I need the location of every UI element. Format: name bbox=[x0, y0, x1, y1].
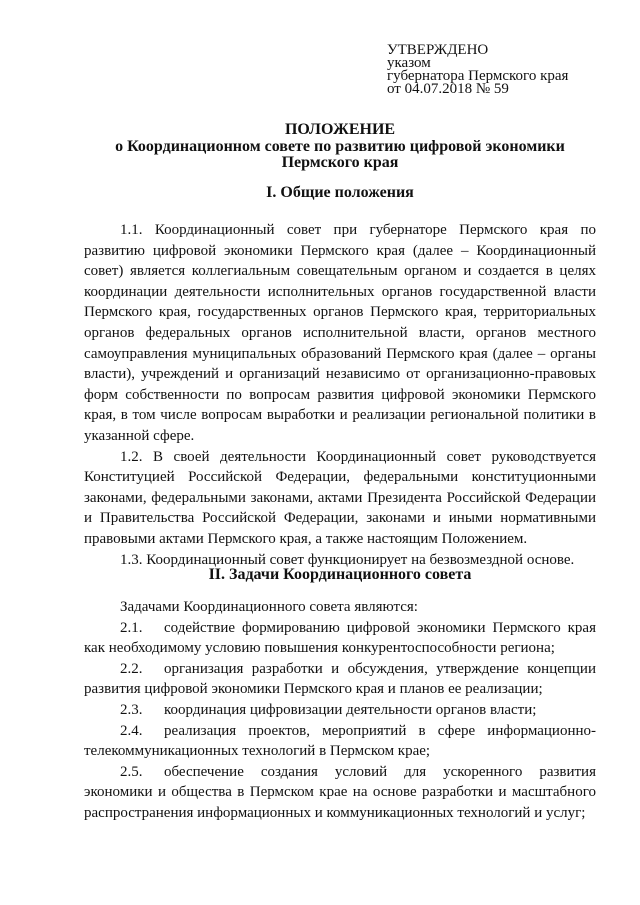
task-item-number: 2.1. bbox=[120, 619, 143, 636]
task-item-text: реализация проектов, мероприятий в сфере информационно-телекоммуникационных технологий в Пермском крае; bbox=[84, 722, 596, 760]
task-item bbox=[84, 721, 596, 762]
task-item-text: обеспечение создания условий для ускоренного развития экономики и общества в Пермском крае на основе разработки и масштабного распространения информационных и коммуникационных технологий и услуг; bbox=[84, 763, 596, 821]
section-heading-general: I. Общие положения bbox=[266, 184, 414, 201]
document-title-block bbox=[100, 121, 580, 171]
document-subtitle-line1: о Координационном совете по развитию цифровой экономики bbox=[115, 138, 565, 155]
approval-line-by-decree: указом bbox=[387, 55, 431, 71]
approval-line-date: от 04.07.2018 № 59 bbox=[387, 81, 509, 97]
task-item bbox=[84, 659, 596, 700]
section-heading-tasks: II. Задачи Координационного совета bbox=[208, 566, 472, 583]
task-item-text: организация разработки и обсуждения, утверждение концепции развития цифровой экономики Пермского края и планов ее реализации; bbox=[84, 660, 596, 698]
approval-line-governor: губернатора Пермского края bbox=[387, 68, 569, 84]
task-item-number: 2.4. bbox=[120, 722, 143, 739]
task-item-number: 2.5. bbox=[120, 763, 143, 780]
document-title: ПОЛОЖЕНИЕ bbox=[284, 121, 396, 138]
paragraph-1-2: 1.2. В своей деятельности Координационный совет руководствуется Конституцией Российской Федерации, федеральными конституционными законами, федеральными законами, актами Президента Российской Федерации и Правительства Российской Федерации, законами и иными нормативными правовыми актами Пермского края, а также настоящим Положением. bbox=[84, 448, 596, 547]
section-general-body bbox=[84, 220, 596, 570]
approval-stamp bbox=[387, 44, 627, 96]
paragraph-1-3: 1.3. Координационный совет функционирует на безвозмездной основе. bbox=[120, 551, 575, 568]
task-item-text: координация цифровизации деятельности органов власти; bbox=[164, 701, 537, 718]
tasks-intro: Задачами Координационного совета являются: bbox=[120, 599, 418, 615]
task-item-number: 2.2. bbox=[120, 660, 143, 677]
task-item-text: содействие формированию цифровой экономики Пермского края как необходимому условию повышения конкурентоспособности региона; bbox=[84, 619, 596, 657]
task-item bbox=[84, 762, 596, 824]
task-item-number: 2.3. bbox=[120, 701, 143, 718]
paragraph-1-1: 1.1. Координационный совет при губернаторе Пермского края по развитию цифровой экономики Пермского края (далее – Координационный совет) является коллегиальным совещательным органом и создается в целях координации деятельности исполнительных органов государственной власти Пермского края, государственных органов Пермского края, территориальных органов федеральных органов исполнительной власти, органов местного самоуправления муниципальных образований Пермского края (далее – органы власти), учреждений и организаций независимо от организационно-правовых форм собственности по вопросам развития цифровой экономики Пермского края, в том числе вопросам выработки и реализации региональной политики в указанной сфере. bbox=[84, 222, 596, 444]
task-item bbox=[84, 700, 596, 721]
section-tasks-body bbox=[84, 597, 596, 824]
document-subtitle-line2: Пермского края bbox=[281, 154, 399, 171]
approval-line-approved: УТВЕРЖДЕНО bbox=[387, 42, 489, 58]
task-item bbox=[84, 618, 596, 659]
